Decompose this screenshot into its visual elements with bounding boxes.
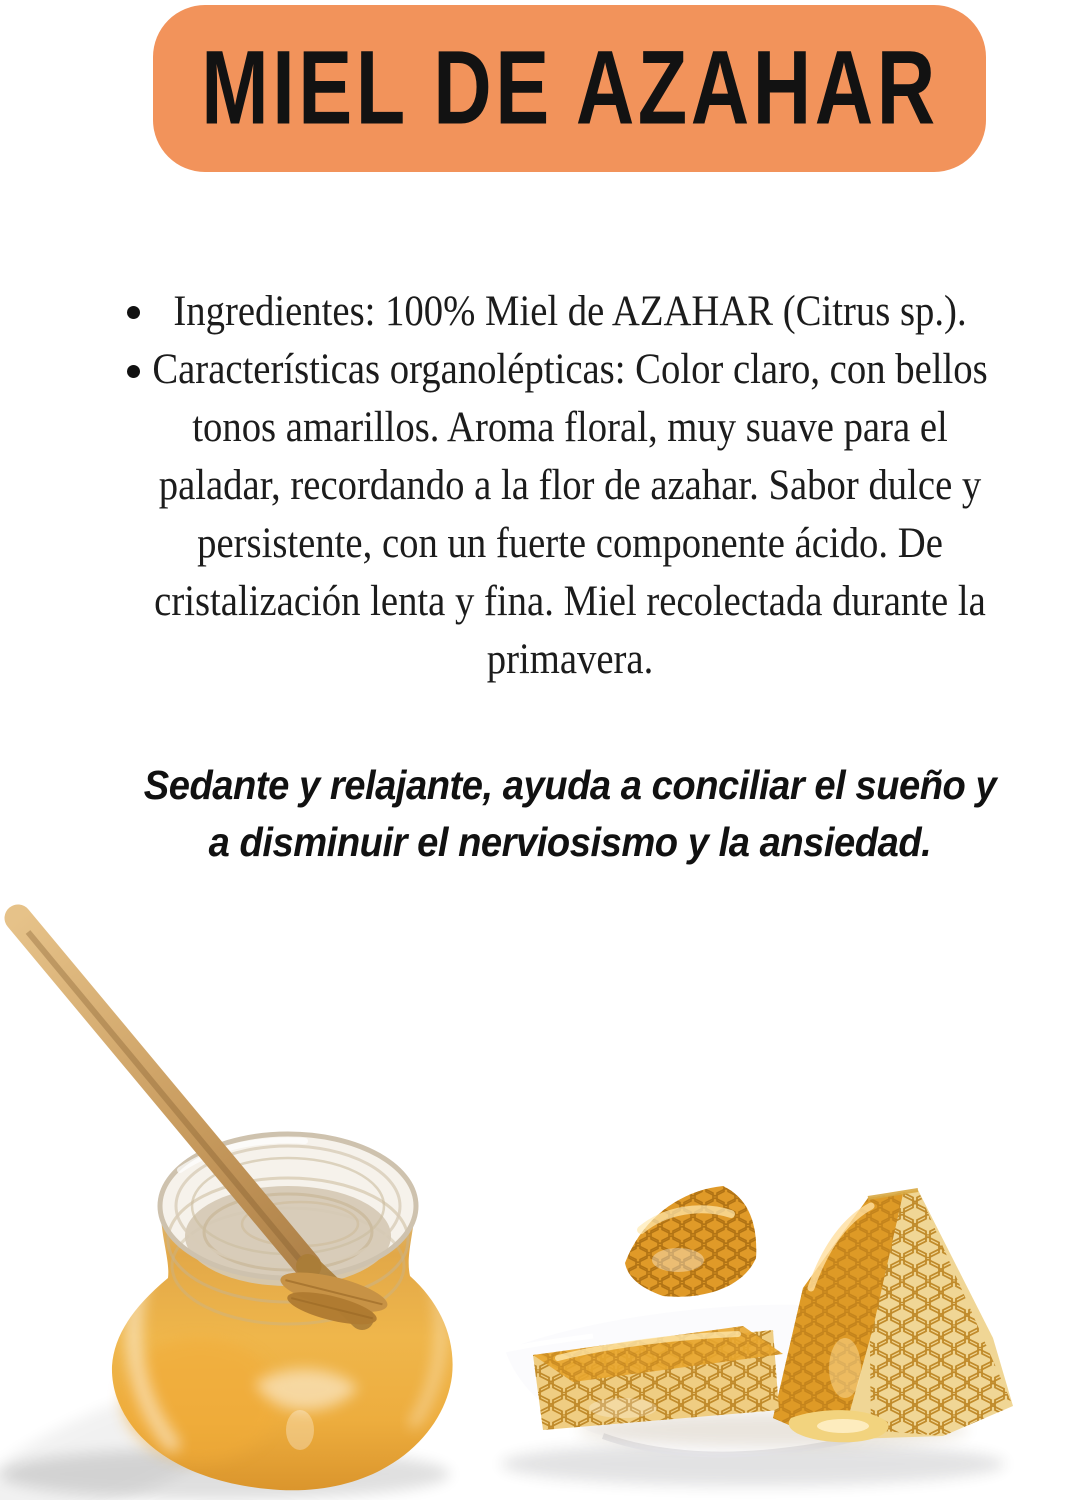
bullet-item-characteristics-line: cristalización lenta y fina. Miel recolectada durante la xyxy=(154,578,986,625)
bullet-item-characteristics-line: primavera. xyxy=(486,636,654,683)
bullet-item-ingredients: Ingredientes: 100% Miel de AZAHAR (Citrus sp.). xyxy=(173,288,967,335)
honey-jar-photo xyxy=(0,888,470,1500)
description-list xyxy=(117,283,1022,689)
bullet-item-characteristics-line: persistente, con un fuerte componente ácido. De xyxy=(197,520,943,567)
bullet-item-characteristics-line: paladar, recordando a la flor de azahar. Sabor dulce y xyxy=(158,462,982,509)
honeycomb-piece-back xyxy=(625,1186,756,1297)
bullet-item-characteristics-line: tonos amarillos. Aroma floral, muy suave para el xyxy=(192,404,948,451)
page-title: MIEL DE AZAHAR xyxy=(200,29,939,147)
honeycomb-piece-right xyxy=(773,1190,1013,1440)
bullet-item-characteristics-line: Características organolépticas: Color claro, con bellos xyxy=(152,346,988,393)
benefit-statement-line: a disminuir el nerviosismo y la ansiedad. xyxy=(208,819,932,865)
honeycomb-plate-photo xyxy=(473,1168,1073,1500)
benefit-statement xyxy=(102,757,1038,871)
title-banner xyxy=(153,5,986,172)
benefit-statement-line: Sedante y relajante, ayuda a conciliar el sueño y xyxy=(143,762,997,808)
